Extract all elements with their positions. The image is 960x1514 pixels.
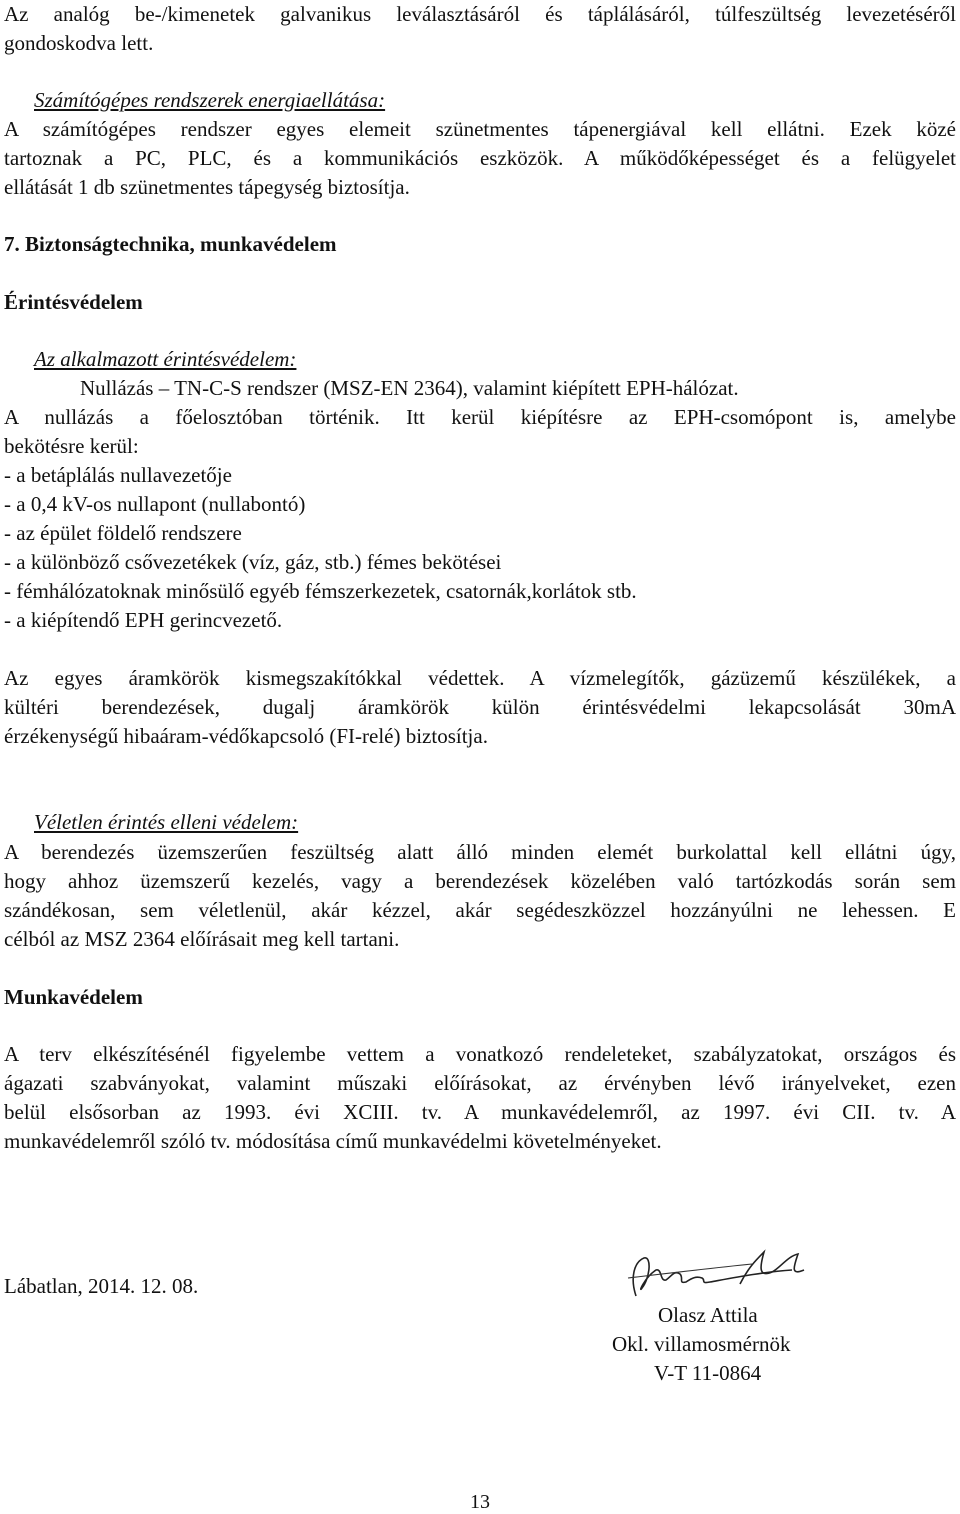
paragraph-line: Az egyes áramkörök kismegszakítókkal védettek. A vízmelegítők, gázüzemű készülékek, a	[4, 666, 956, 690]
paragraph-line: célból az MSZ 2364 előírásait meg kell tartani.	[4, 927, 400, 951]
paragraph-line: belül elsősorban az 1993. évi XCIII. tv. A munkavédelemről, az 1997. évi CII. tv. A	[4, 1100, 956, 1124]
paragraph-line: érzékenységű hibaáram-védőkapcsoló (FI-relé) biztosítja.	[4, 724, 488, 748]
paragraph-line: bekötésre kerül:	[4, 434, 139, 458]
section-subheading: Véletlen érintés elleni védelem:	[34, 810, 299, 834]
paragraph-line: Az analóg be-/kimenetek galvanikus leválasztásáról és táplálásáról, túlfeszültség levezetéséről	[4, 2, 956, 26]
paragraph-line: ágazati szabványokat, valamint műszaki előírásokat, az érvényben lévő irányelveket, ezen	[4, 1071, 956, 1095]
paragraph-line: szándékosan, sem véletlenül, akár kézzel, akár segédeszközzel hozzányúlni ne lehessen. E	[4, 898, 956, 922]
section-heading: 7. Biztonságtechnika, munkavédelem	[4, 232, 337, 256]
paragraph-line: ellátását 1 db szünetmentes tápegység biztosítja.	[4, 175, 410, 199]
paragraph-line: A berendezés üzemszerűen feszültség alatt álló minden elemét burkolattal kell ellátni úgy,	[4, 840, 956, 864]
page-number: 13	[470, 1491, 490, 1513]
paragraph-line: hogy ahhoz üzemszerű kezelés, vagy a berendezések közelében való tartózkodás során sem	[4, 869, 956, 893]
section-subheading: Az alkalmazott érintésvédelem:	[34, 347, 297, 371]
list-item: - a kiépítendő EPH gerincvezető.	[4, 608, 283, 632]
list-item: - a különböző csővezetékek (víz, gáz, stb.) fémes bekötései	[4, 550, 502, 574]
list-item: - az épület földelő rendszere	[4, 521, 242, 545]
paragraph-line: Nullázás – TN-C-S rendszer (MSZ-EN 2364), valamint kiépített EPH-hálózat.	[80, 376, 739, 400]
paragraph-line: munkavédelemről szóló tv. módosítása című munkavédelmi követelményeket.	[4, 1129, 662, 1153]
signer-name: Olasz Attila	[658, 1303, 758, 1327]
list-item: - a betáplálás nullavezetője	[4, 463, 232, 487]
section-heading: Érintésvédelem	[4, 290, 143, 314]
paragraph-line: kültéri berendezések, dugalj áramkörök külön érintésvédelmi lekapcsolását 30mA	[4, 695, 956, 719]
signer-title: Okl. villamosmérnök	[612, 1332, 791, 1356]
section-subheading: Számítógépes rendszerek energiaellátása:	[34, 88, 386, 112]
paragraph-line: tartoznak a PC, PLC, és a kommunikációs eszközök. A működőképességet és a felügyelet	[4, 146, 956, 170]
list-item: - fémhálózatoknak minősülő egyéb fémszerkezetek, csatornák,korlátok stb.	[4, 579, 637, 603]
signer-license-number: V-T 11-0864	[654, 1361, 762, 1385]
paragraph-line: A terv elkészítésénél figyelembe vettem a vonatkozó rendeleteket, szabályzatokat, országos és	[4, 1042, 956, 1066]
section-heading: Munkavédelem	[4, 985, 143, 1009]
paragraph-line: A nullázás a főelosztóban történik. Itt kerül kiépítésre az EPH-csomópont is, amelybe	[4, 405, 956, 429]
list-item: - a 0,4 kV-os nullapont (nullabontó)	[4, 492, 306, 516]
place-date: Lábatlan, 2014. 12. 08.	[4, 1274, 199, 1298]
paragraph-line: A számítógépes rendszer egyes elemeit szünetmentes tápenergiával kell ellátni. Ezek közé	[4, 117, 956, 141]
paragraph-line: gondoskodva lett.	[4, 31, 154, 55]
